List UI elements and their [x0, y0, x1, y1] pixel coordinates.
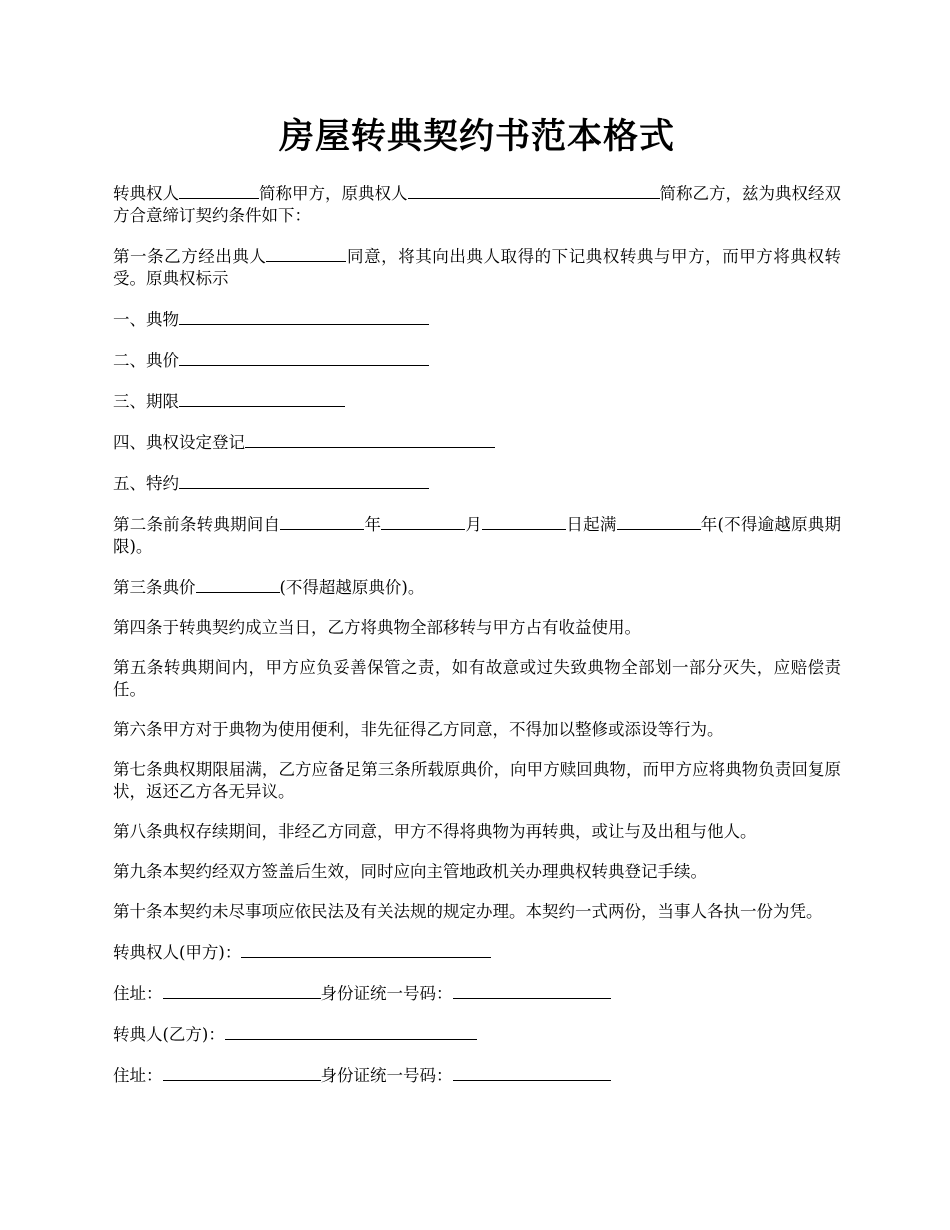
- id-a-label: 身份证统一号码：: [320, 984, 453, 1003]
- party-a-label: 转典权人(甲方)：: [113, 943, 242, 962]
- article-1-text-2: 同意，将其向出典人取得的下记典权转典与甲方，而甲方将典权转受。原典权标示: [113, 247, 842, 288]
- article-10: 第十条本契约未尽事项应依民法及有关法规的规定办理。本契约一式两份，当事人各执一份为凭。: [113, 902, 823, 921]
- article-4: 第四条于转典契约成立当日，乙方将典物全部移转与甲方占有收益使用。: [113, 618, 641, 637]
- price-blank: [196, 576, 280, 593]
- address-line-a: [113, 982, 841, 1005]
- original-holder-blank: [408, 182, 660, 199]
- item-2-blank: [179, 349, 429, 366]
- article-8: 第八条典权存续期间，非经乙方同意，甲方不得将典物为再转典，或让与及出租与他人。: [113, 822, 757, 841]
- article-2: [113, 513, 841, 558]
- party-b-blank: [225, 1023, 477, 1040]
- item-5-label: 五、特约: [113, 474, 179, 493]
- item-1-label: 一、典物: [113, 310, 179, 329]
- article-9: 第九条本契约经双方签盖后生效，同时应向主管地政机关办理典权转典登记手续。: [113, 862, 707, 881]
- party-a-blank: [241, 941, 491, 958]
- item-5: [113, 472, 841, 495]
- article-2-text-2: 年: [364, 515, 382, 534]
- article-2-text-4: 日起满: [566, 515, 617, 534]
- article-6: 第六条甲方对于典物为使用便利，非先征得乙方同意，不得加以整修或添设等行为。: [113, 720, 724, 739]
- item-1-blank: [179, 308, 429, 325]
- article-2-text-5: 年(不得逾越原典期限)。: [113, 515, 842, 556]
- term-years-blank: [617, 513, 701, 530]
- id-a-blank: [453, 982, 611, 999]
- intro-text-1: 转典权人: [113, 184, 179, 203]
- article-2-text-3: 月: [465, 515, 483, 534]
- item-3-blank: [179, 390, 345, 407]
- item-2: [113, 349, 841, 372]
- address-line-b: [113, 1064, 841, 1087]
- document-title: 房屋转典契约书范本格式: [278, 116, 675, 157]
- article-1: [113, 245, 841, 290]
- article-3-text-1: 第三条典价: [113, 578, 196, 597]
- address-a-blank: [163, 982, 321, 999]
- intro-text-3: 简称乙方，兹为典权经双方合意缔订契约条件如下：: [113, 184, 841, 225]
- article-1-text-1: 第一条乙方经出典人: [113, 247, 267, 266]
- id-b-blank: [453, 1064, 611, 1081]
- mortgagor-blank: [266, 245, 346, 262]
- address-a-label: 住址：: [113, 984, 163, 1003]
- signature-party-a: [113, 941, 841, 964]
- item-1: [113, 308, 841, 331]
- item-4-blank: [245, 431, 495, 448]
- start-month-blank: [381, 513, 465, 530]
- contract-page: [113, 112, 841, 1105]
- article-3: [113, 576, 841, 599]
- item-4: [113, 431, 841, 454]
- address-b-label: 住址：: [113, 1066, 163, 1085]
- item-2-label: 二、典价: [113, 351, 179, 370]
- item-4-label: 四、典权设定登记: [113, 433, 245, 452]
- intro-text-2: 简称甲方，原典权人: [259, 184, 408, 203]
- transferee-blank: [179, 182, 259, 199]
- article-5: 第五条转典期间内，甲方应负妥善保管之责，如有故意或过失致典物全部划一部分灭失，应赔偿责任。: [113, 658, 841, 699]
- item-5-blank: [179, 472, 429, 489]
- item-3-label: 三、期限: [113, 392, 179, 411]
- article-3-text-2: (不得超越原典价)。: [279, 578, 425, 597]
- article-2-text-1: 第二条前条转典期间自: [113, 515, 281, 534]
- start-year-blank: [280, 513, 364, 530]
- signature-party-b: [113, 1023, 841, 1046]
- intro-paragraph: [113, 182, 841, 227]
- address-b-blank: [163, 1064, 321, 1081]
- party-b-label: 转典人(乙方)：: [113, 1025, 225, 1044]
- article-7: 第七条典权期限届满，乙方应备足第三条所载原典价，向甲方赎回典物，而甲方应将典物负责回复原状，返还乙方各无异议。: [113, 760, 841, 801]
- id-b-label: 身份证统一号码：: [320, 1066, 453, 1085]
- item-3: [113, 390, 841, 413]
- start-day-blank: [482, 513, 566, 530]
